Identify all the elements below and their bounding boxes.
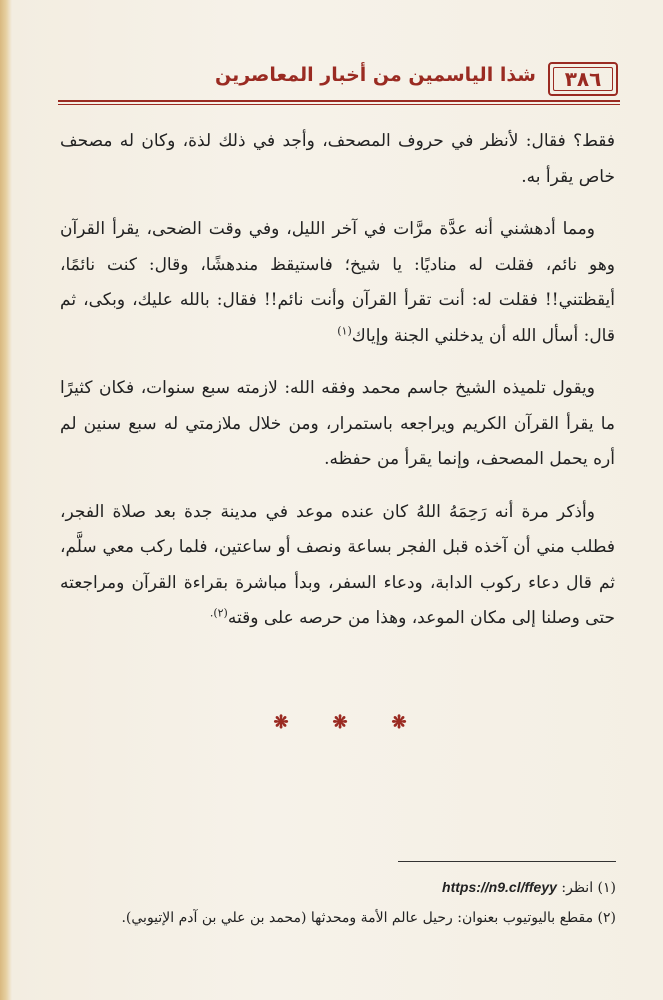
footnote-ref-1[interactable]: (١)	[337, 323, 352, 337]
page-header	[58, 60, 620, 104]
asterism-icon: ❋	[273, 712, 289, 733]
footnote-1	[60, 872, 616, 903]
footnote-2: (٢) مقطع باليوتيوب بعنوان: رحيل عالم الأمة ومحدثها (محمد بن علي بن آدم الإتيوبي).	[121, 910, 616, 926]
section-separator	[270, 712, 410, 733]
page-number: ٣٨٦	[564, 67, 602, 91]
asterism-icon: ❋	[391, 712, 407, 733]
page-number-frame	[548, 62, 618, 96]
body-text	[60, 124, 615, 654]
asterism-icon: ❋	[332, 712, 348, 733]
footnote-rule	[398, 861, 616, 862]
paragraph-2: ومما أدهشني أنه عدَّة مرَّات في آخر الليل، وفي وقت الضحى، يقرأ القرآن وهو نائم، فقلت له مناديًا: يا شيخ؛ فاستيقظ مندهشًا، وقال: كنت نائمًا، أيقظتني!! فقلت له: أنت تقرأ القرآن وأنت نائم!! فقال: بالله عليك، وبكى، ثم قال: أسأل الله أن يدخلني الجنة وإياك$^{(١)}$	[60, 219, 615, 346]
footnote-ref-2[interactable]: (٢).	[209, 606, 228, 620]
footnote-1-label: (١) انظر:	[561, 880, 616, 896]
running-title: شذا الياسمين من أخبار المعاصرين	[215, 64, 536, 86]
footnotes	[60, 872, 616, 933]
footnote-1-link[interactable]: https://n9.cl/ffeyy	[442, 879, 557, 895]
header-rule	[58, 100, 620, 102]
paragraph-3: ويقول تلميذه الشيخ جاسم محمد وفقه الله: لازمته سبع سنوات، فكان كثيرًا ما يقرأ القرآن الكريم ويراجعه باستمرار، ومن خلال ملازمتي له سبع سنين لم أره يحمل المصحف، وإنما يقرأ من حفظه.	[60, 378, 615, 469]
paragraph-4: وأذكر مرة أنه رَحِمَهُ اللهُ كان عنده موعد في مدينة جدة بعد صلاة الفجر، فطلب مني أن آخذه قبل الفجر بساعة ونصف أو ساعتين، فلما ركب معي سلَّم، ثم قال دعاء ركوب الدابة، ودعاء السفر، وبدأ مباشرة بقراءة القرآن ومراجعته حتى وصلنا إلى مكان الموعد، وهذا من حرصه على وقته$^{(٢).}$	[60, 501, 615, 628]
paragraph-1: فقط؟ فقال: لأنظر في حروف المصحف، وأجد في ذلك لذة، وكان له مصحف خاص يقرأ به.	[60, 131, 615, 187]
